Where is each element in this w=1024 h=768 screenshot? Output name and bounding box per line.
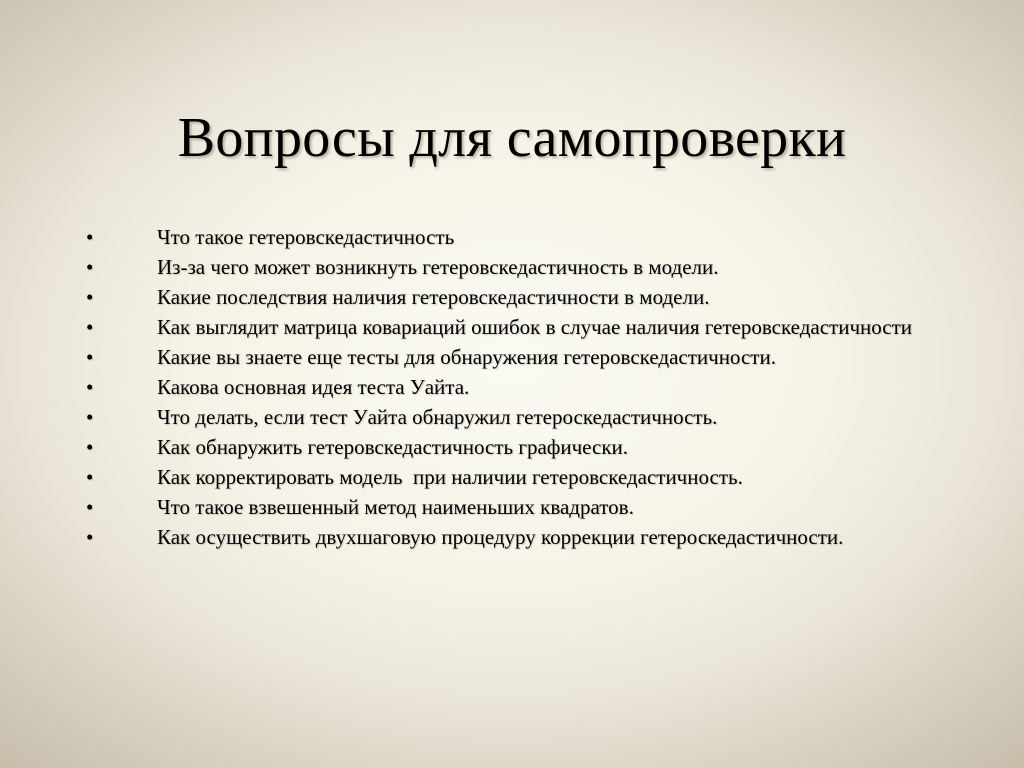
list-item xyxy=(0,405,960,429)
list-item xyxy=(0,435,960,459)
bullet-icon: • xyxy=(86,525,94,549)
list-item-text: Как обнаружить гетеровскедастичность графически. xyxy=(157,435,629,459)
list-item xyxy=(0,255,960,279)
list-item-text: Какие последствия наличия гетеровскедастичности в модели. xyxy=(157,285,710,309)
list-item-text: Как корректировать модель при наличии гетеровскедастичность. xyxy=(157,465,743,489)
bullet-icon: • xyxy=(86,315,94,339)
list-item-text: Из-за чего может возникнуть гетеровскедастичность в модели. xyxy=(157,255,719,279)
bullet-icon: • xyxy=(86,345,94,369)
list-item-text: Как осуществить двухшаговую процедуру коррекции гетероскедастичности. xyxy=(157,525,844,549)
bullet-icon: • xyxy=(86,495,94,519)
list-item-text: Какие вы знаете еще тесты для обнаружения гетеровскедастичности. xyxy=(157,345,776,369)
list-item xyxy=(0,345,960,369)
bullet-icon: • xyxy=(86,465,94,489)
list-item xyxy=(0,375,960,399)
list-item xyxy=(0,225,960,249)
slide-title: Вопросы для самопроверки xyxy=(177,107,847,169)
list-item-text: Как выглядит матрица ковариаций ошибок в случае наличия гетеровскедастичности xyxy=(157,315,913,339)
list-item xyxy=(0,465,960,489)
list-item xyxy=(0,525,960,549)
list-item-text: Что такое гетеровскедастичность xyxy=(157,225,455,249)
bullet-icon: • xyxy=(86,225,94,249)
list-item-text: Какова основная идея теста Уайта. xyxy=(157,375,470,399)
bullet-icon: • xyxy=(86,405,94,429)
list-item xyxy=(0,315,960,339)
bullet-icon: • xyxy=(86,375,94,399)
bullet-icon: • xyxy=(86,255,94,279)
list-item xyxy=(0,285,960,309)
list-item-text: Что такое взвешенный метод наименьших квадратов. xyxy=(157,495,634,519)
question-list xyxy=(0,225,960,555)
list-item-text: Что делать, если тест Уайта обнаружил гетероскедастичность. xyxy=(157,405,718,429)
list-item xyxy=(0,495,960,519)
bullet-icon: • xyxy=(86,435,94,459)
bullet-icon: • xyxy=(86,285,94,309)
